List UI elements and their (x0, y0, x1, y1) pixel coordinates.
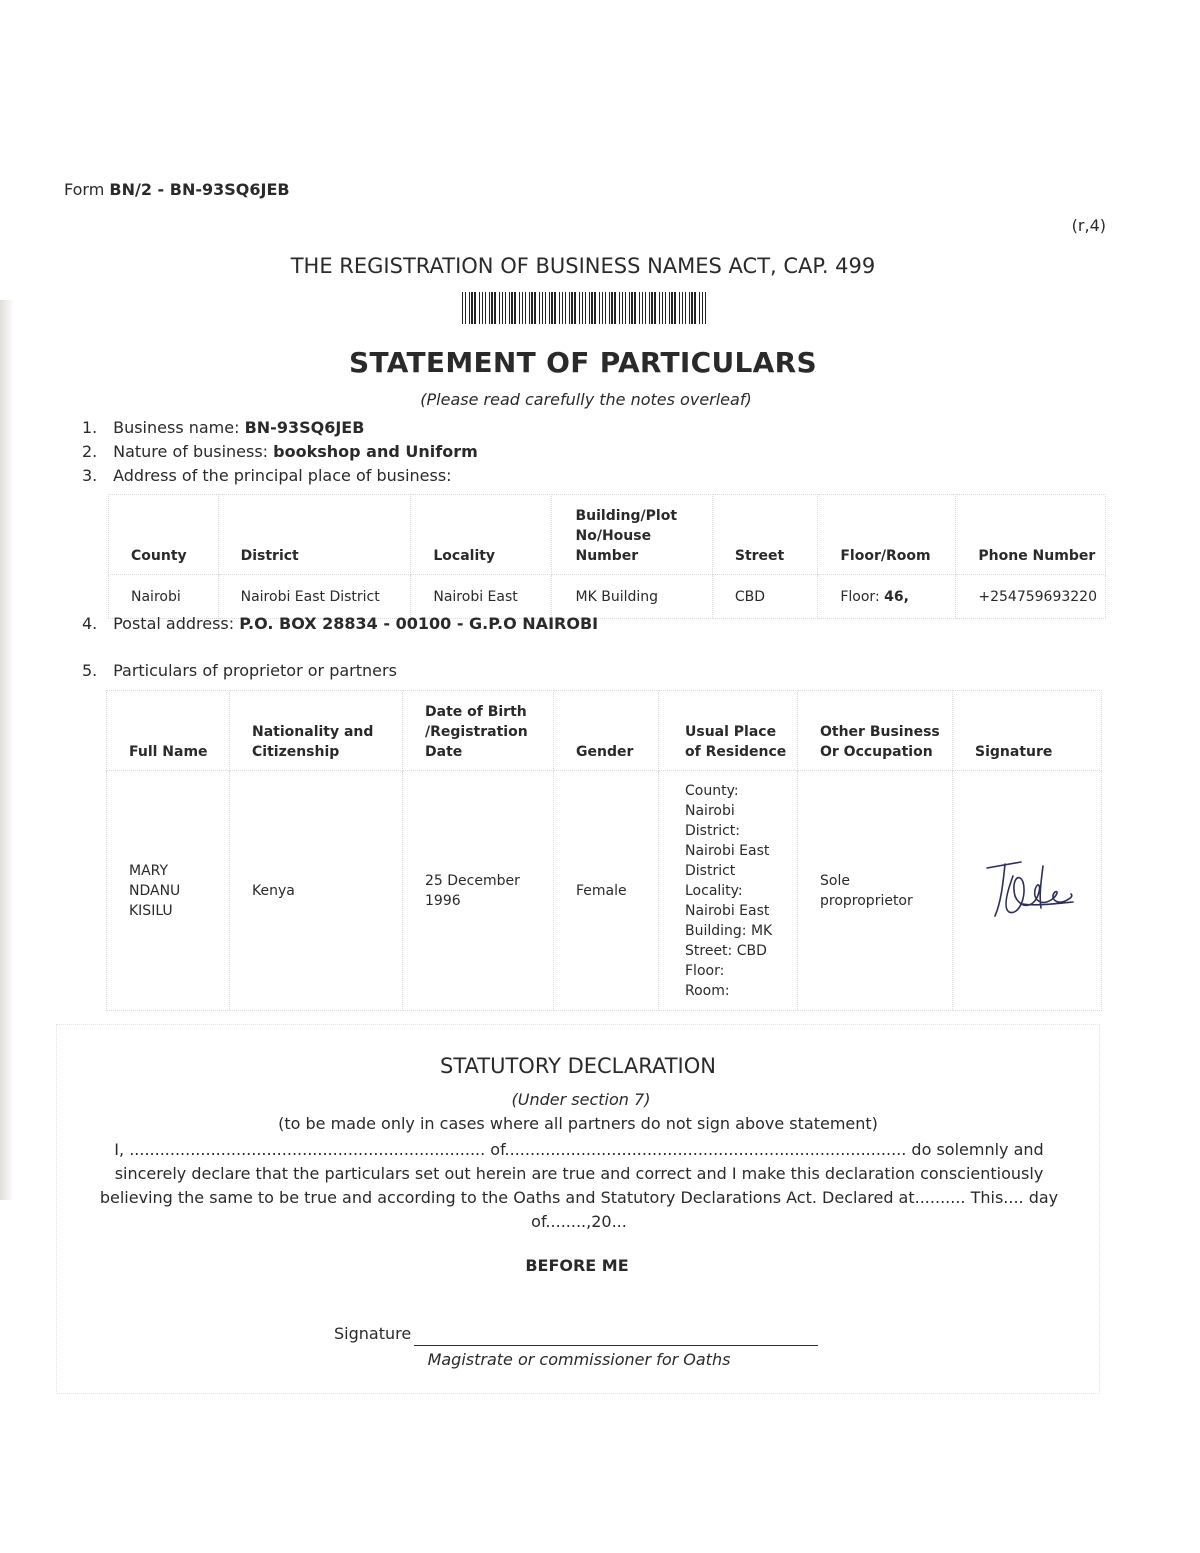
declaration-line: believing the same to be true and according to the Oaths and Statutory Declarations Act. Declared at.......... This.... day (99, 1188, 1059, 1207)
header-nationality: Nationality and Citizenship (230, 691, 403, 771)
floor-label: Floor: (840, 588, 880, 605)
instructions-note: (Please read carefully the notes overleaf) (420, 390, 752, 409)
declaration-line: sincerely declare that the particulars set out herein are true and correct and I make this declaration conscientiously (114, 1164, 1044, 1183)
business-name-value: BN-93SQ6JEB (244, 418, 365, 437)
address-header-row (109, 495, 1106, 575)
partners-header-row (107, 691, 1102, 771)
nature-of-business-item (82, 442, 478, 461)
business-name-item (82, 418, 364, 437)
item-number: 3. (82, 466, 98, 485)
full-name-cell: MARY NDANU KISILU (107, 771, 230, 1011)
form-code: BN/2 - BN-93SQ6JEB (109, 180, 290, 199)
partners-table (106, 690, 1102, 1011)
residence-line: Room: (685, 982, 730, 999)
particulars-label: Particulars of proprietor or partners (113, 661, 397, 680)
phone-cell: +254759693220 (956, 575, 1106, 619)
barcode (462, 292, 708, 324)
residence-line: Nairobi (685, 802, 735, 819)
business-name-label: Business name: (113, 418, 240, 437)
signature-label: Signature (334, 1324, 412, 1343)
postal-value: P.O. BOX 28834 - 00100 - G.P.O NAIROBI (239, 614, 599, 633)
table-row (109, 575, 1106, 619)
page-title: STATEMENT OF PARTICULARS (349, 346, 817, 379)
table-row (107, 771, 1102, 1011)
residence-line: Nairobi East (685, 902, 770, 919)
residence-line: Nairobi East (685, 842, 770, 859)
residence-line: County: (685, 782, 739, 799)
district-cell: Nairobi East District (218, 575, 411, 619)
nature-label: Nature of business: (113, 442, 269, 461)
declaration-body (84, 1138, 1074, 1234)
header-gender: Gender (554, 691, 659, 771)
signature-line (414, 1345, 818, 1346)
act-title: THE REGISTRATION OF BUSINESS NAMES ACT, CAP. 499 (290, 254, 876, 278)
residence-line: District: (685, 822, 741, 839)
form-prefix: Form (64, 180, 105, 199)
postal-address-item (82, 614, 598, 633)
header-street: Street (712, 495, 817, 575)
form-identifier (64, 180, 290, 199)
header-dob: Date of Birth /Registration Date (403, 691, 554, 771)
item-number: 2. (82, 442, 98, 461)
residence-line: Floor: (685, 962, 725, 979)
locality-cell: Nairobi East (411, 575, 551, 619)
address-item (82, 466, 452, 485)
item-number: 1. (82, 418, 98, 437)
declaration-note: (to be made only in cases where all partners do not sign above statement) (278, 1114, 878, 1133)
header-full-name: Full Name (107, 691, 230, 771)
item-number: 5. (82, 661, 98, 680)
postal-label: Postal address: (113, 614, 235, 633)
street-cell: CBD (712, 575, 817, 619)
header-residence: Usual Place of Residence (659, 691, 798, 771)
floor-cell (818, 575, 956, 619)
declaration-subtitle: (Under section 7) (511, 1090, 651, 1109)
gender-cell: Female (554, 771, 659, 1011)
signature-caption: Magistrate or commissioner for Oaths (427, 1350, 731, 1369)
header-district: District (218, 495, 411, 575)
before-me-heading: BEFORE ME (525, 1256, 629, 1275)
header-signature: Signature (953, 691, 1102, 771)
occupation-cell: Sole proproprietor (798, 771, 953, 1011)
rule-reference: (r,4) (1071, 216, 1106, 235)
signature-cell (953, 771, 1102, 1011)
declaration-line: of........,20... (531, 1212, 627, 1231)
building-cell: MK Building (551, 575, 712, 619)
address-label: Address of the principal place of business: (113, 466, 452, 485)
particulars-item (82, 661, 397, 680)
declaration-title: STATUTORY DECLARATION (440, 1054, 716, 1078)
handwritten-signature (983, 856, 1079, 926)
item-number: 4. (82, 614, 98, 633)
nationality-cell: Kenya (230, 771, 403, 1011)
header-building: Building/Plot No/House Number (551, 495, 712, 575)
nature-value: bookshop and Uniform (273, 442, 478, 461)
county-cell: Nairobi (109, 575, 219, 619)
address-table (108, 494, 1106, 619)
residence-line: Building: MK (685, 922, 773, 939)
header-county: County (109, 495, 219, 575)
residence-line: Locality: (685, 882, 743, 899)
header-occupation: Other Business Or Occupation (798, 691, 953, 771)
header-floor-room: Floor/Room (818, 495, 956, 575)
residence-line: Street: CBD (685, 942, 767, 959)
header-phone: Phone Number (956, 495, 1106, 575)
floor-value: 46, (884, 588, 909, 605)
residence-line: District (685, 862, 736, 879)
residence-cell (659, 771, 798, 1011)
dob-cell: 25 December 1996 (403, 771, 554, 1011)
declaration-line: I, ...................................................................... of............................................................................... do solemnly and (114, 1140, 1044, 1159)
header-locality: Locality (411, 495, 551, 575)
